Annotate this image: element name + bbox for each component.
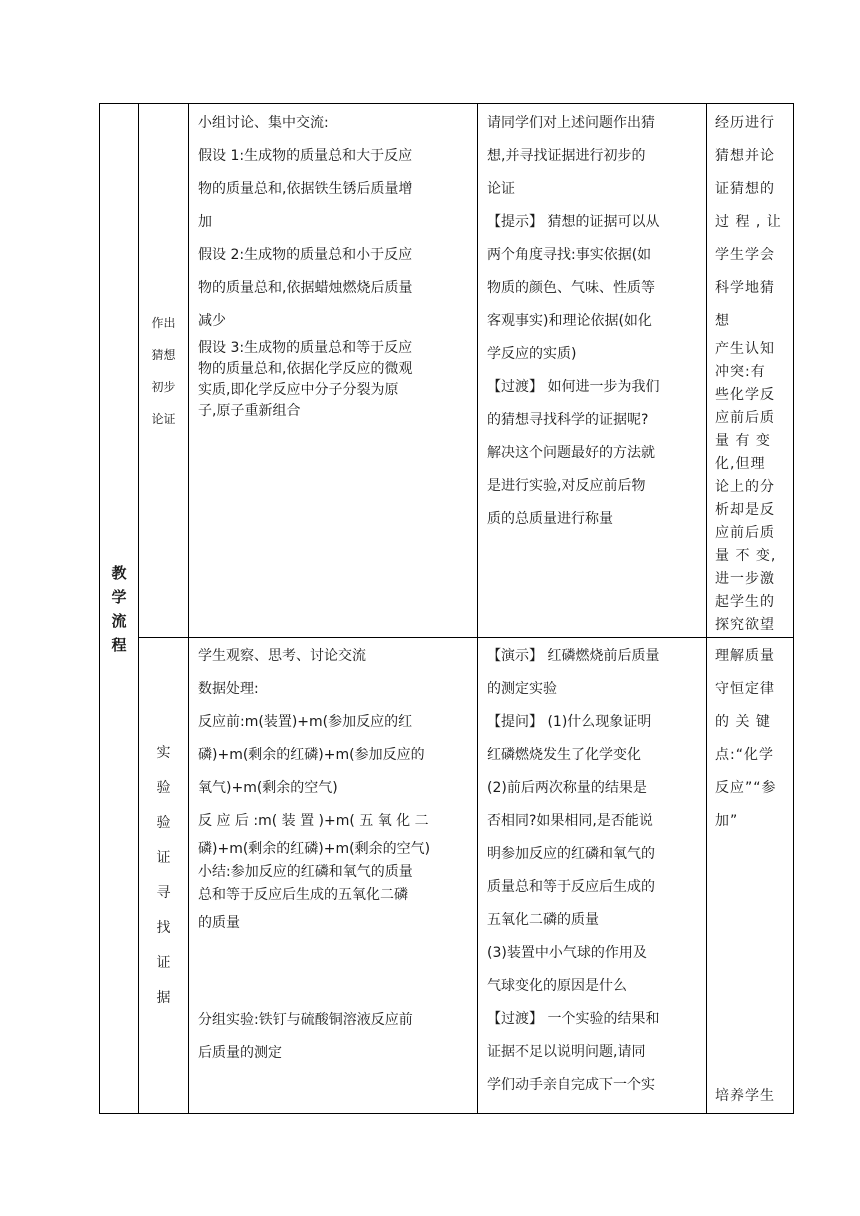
stage-text: 证: [156, 849, 171, 866]
activity-line: 物的质量总和,依据蜡烛燃烧后质量: [198, 280, 413, 296]
activity-line: 后质量的测定: [198, 1045, 282, 1061]
stage-text: 寻: [156, 884, 171, 901]
activity-line: 子,原子重新组合: [198, 403, 301, 419]
teacher-line: 气球变化的原因是什么: [487, 978, 627, 994]
intent-line: 论上的分: [715, 479, 775, 495]
teacher-line: 的猜想寻找科学的证据呢?: [487, 412, 649, 428]
teacher-line: 明参加反应的红磷和氧气的: [487, 846, 655, 862]
activity-line: 反应前:m(装置)+m(参加反应的红: [198, 714, 413, 730]
section-label-char: 学: [111, 587, 127, 606]
design-intent-cell: [707, 104, 794, 638]
intent-line: 些化学反: [715, 387, 775, 403]
teacher-line: 客观事实)和理论依据(如化: [487, 313, 652, 329]
activity-line: 总和等于反应后生成的五氧化二磷: [198, 887, 408, 903]
stage-text: 找: [156, 919, 171, 936]
teacher-activity-cell: [478, 638, 707, 1114]
teacher-line: 请同学们对上述问题作出猜: [487, 115, 655, 131]
teacher-line: 的测定实验: [487, 681, 557, 697]
teacher-line: (2)前后两次称量的结果是: [487, 780, 647, 796]
teacher-line: 【提示】 猜想的证据可以从: [487, 214, 660, 230]
intent-line: 反应”“参: [715, 780, 777, 796]
intent-line: 化,但理: [715, 456, 766, 472]
teacher-line: 质量总和等于反应后生成的: [487, 879, 655, 895]
activity-line: 氧气)+m(剩余的空气): [198, 780, 338, 796]
stage-text: 验: [156, 814, 171, 831]
spacer: [198, 940, 477, 1004]
student-activity-cell: [189, 638, 478, 1114]
activity-line: 实质,即化学反应中分子分裂为原: [198, 382, 399, 398]
activity-line: 反 应 后 :m( 装 置 )+m( 五 氧 化 二: [198, 813, 429, 829]
teacher-line: 解决这个问题最好的方法就: [487, 445, 655, 461]
activity-line: 加: [198, 214, 212, 230]
section-label-char: 流: [111, 611, 127, 630]
intent-line: 进一步激: [715, 571, 775, 587]
section-label-char: 程: [111, 635, 127, 654]
activity-line: 假设 3:生成物的质量总和等于反应: [198, 340, 413, 356]
intent-line: 量 有 变: [715, 433, 771, 449]
intent-line: 培养学生: [715, 1088, 775, 1104]
intent-line: 证猜想的: [715, 181, 775, 197]
intent-line: 点:“化学: [715, 747, 774, 763]
stage-text: 猜想: [151, 347, 176, 362]
stage-text: 据: [156, 989, 171, 1006]
teacher-line: 想,并寻找证据进行初步的: [487, 148, 646, 164]
teacher-line: 两个角度寻找:事实依据(如: [487, 247, 652, 263]
stage-text: 实: [156, 744, 171, 761]
activity-line: 假设 2:生成物的质量总和小于反应: [198, 247, 413, 263]
intent-line: 探究欲望: [715, 617, 775, 633]
teacher-line: 【过渡】 如何进一步为我们: [487, 379, 660, 395]
intent-line: 理解质量: [715, 648, 775, 664]
intent-line: 的 关 键: [715, 714, 771, 730]
activity-line: 假设 1:生成物的质量总和大于反应: [198, 148, 413, 164]
intent-line: 过 程 , 让: [715, 214, 782, 230]
design-intent-cell: [707, 638, 794, 1114]
section-label-cell: [100, 104, 139, 1114]
teacher-activity-cell: [478, 104, 707, 638]
teacher-line: 否相同?如果相同,是否能说: [487, 813, 653, 829]
intent-line: 加”: [715, 813, 739, 829]
teacher-line: 红磷燃烧发生了化学变化: [487, 747, 641, 763]
intent-line: 想: [715, 313, 730, 329]
stage-text: 作出: [151, 315, 176, 330]
teacher-line: 【过渡】 一个实验的结果和: [487, 1011, 660, 1027]
intent-line: 起学生的: [715, 594, 775, 610]
teacher-line: 证据不足以说明问题,请同: [487, 1044, 646, 1060]
intent-line: 量 不 变,: [715, 548, 777, 564]
intent-line: 析却是反: [715, 502, 775, 518]
stage-text: 验: [156, 779, 171, 796]
activity-line: 磷)+m(剩余的红磷)+m(剩余的空气): [198, 841, 431, 857]
activity-line: 的质量: [198, 915, 240, 931]
intent-line: 经历进行: [715, 115, 775, 131]
teacher-line: 学反应的实质): [487, 346, 577, 362]
intent-line: 科学地猜: [715, 280, 775, 296]
teacher-line: 【提问】 (1)什么现象证明: [487, 714, 652, 730]
activity-line: 分组实验:铁钉与硫酸铜溶液反应前: [198, 1012, 413, 1028]
intent-line: 冲突:有: [715, 364, 766, 380]
teacher-line: (3)装置中小气球的作用及: [487, 945, 647, 961]
activity-line: 磷)+m(剩余的红磷)+m(参加反应的: [198, 747, 425, 763]
stage-text: 论证: [151, 411, 176, 426]
intent-line: 应前后质: [715, 525, 775, 541]
intent-line: 猜想并论: [715, 148, 775, 164]
teacher-line: 质的总质量进行称量: [487, 511, 613, 527]
stage-text: 初步: [151, 379, 176, 394]
teacher-line: 【演示】 红磷燃烧前后质量: [487, 648, 660, 664]
section-label-char: 教: [111, 563, 127, 582]
intent-line: 学生学会: [715, 247, 775, 263]
intent-line: 守恒定律: [715, 681, 775, 697]
teacher-line: 物质的颜色、气味、性质等: [487, 280, 655, 296]
activity-line: 小组讨论、集中交流:: [198, 115, 329, 131]
stage-cell: [139, 104, 189, 638]
teacher-line: 是进行实验,对反应前后物: [487, 478, 646, 494]
activity-line: 学生观察、思考、讨论交流: [198, 648, 366, 664]
teacher-line: 论证: [487, 181, 515, 197]
teacher-line: 学们动手亲自完成下一个实: [487, 1077, 655, 1093]
lesson-plan-table: [99, 103, 793, 1109]
intent-line: 产生认知: [715, 341, 775, 357]
stage-cell: [139, 638, 189, 1114]
activity-line: 减少: [198, 313, 226, 329]
activity-line: 小结:参加反应的红磷和氧气的质量: [198, 864, 413, 880]
activity-line: 物的质量总和,依据铁生锈后质量增: [198, 181, 413, 197]
stage-text: 证: [156, 954, 171, 971]
intent-line: 应前后质: [715, 410, 775, 426]
activity-line: 数据处理:: [198, 681, 259, 697]
activity-line: 物的质量总和,依据化学反应的微观: [198, 361, 413, 377]
teacher-line: 五氧化二磷的质量: [487, 912, 599, 928]
student-activity-cell: [189, 104, 478, 638]
